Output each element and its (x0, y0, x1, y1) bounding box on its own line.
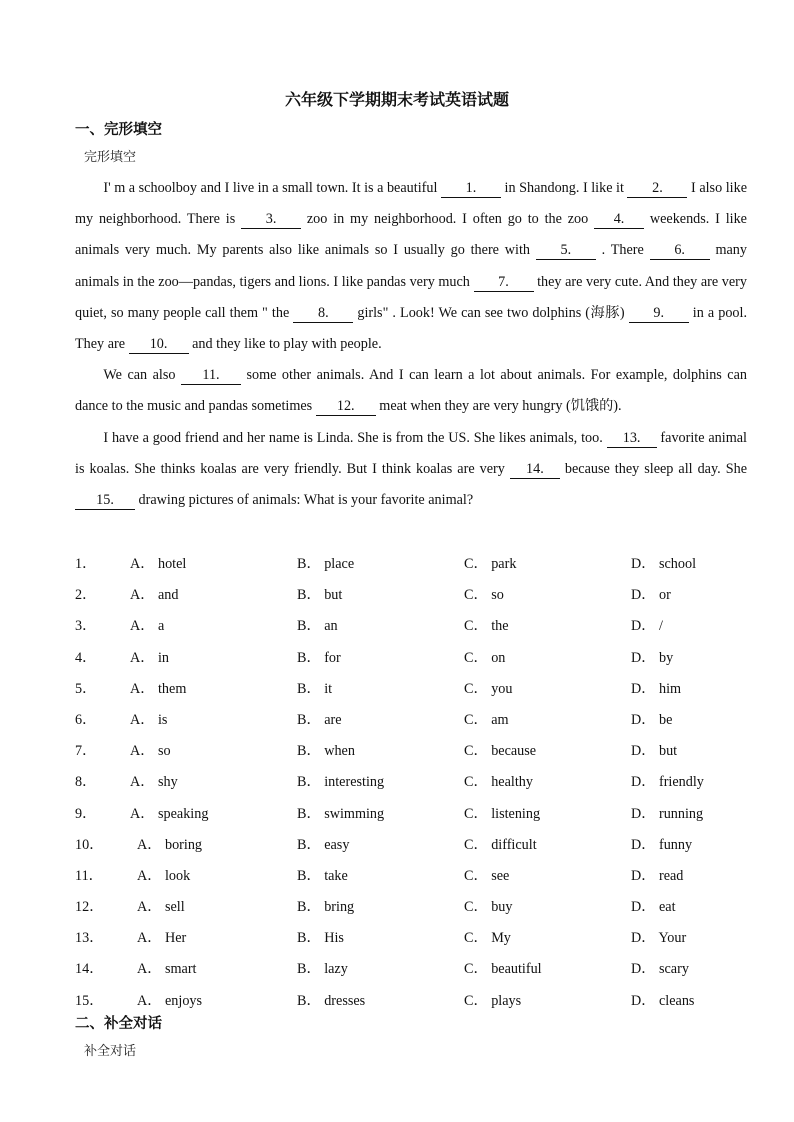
blank-15: 15. (75, 492, 135, 510)
option-a: A． sell (137, 899, 185, 916)
passage-text: in Shandong. I like it (500, 180, 628, 196)
option-d: D． school (631, 556, 697, 572)
option-b: B． are (297, 711, 342, 728)
option-a: A． look (137, 867, 191, 884)
question-number: 1． (75, 556, 97, 572)
question-row (75, 705, 747, 736)
blank-5: 5. (536, 242, 596, 260)
passage-text: in a pool. They are (75, 304, 747, 353)
blank-6: 6. (650, 242, 710, 260)
question-row (75, 611, 747, 642)
blank-13: 13. (607, 430, 657, 448)
question-row (75, 580, 747, 611)
question-row (75, 736, 747, 767)
question-row (75, 674, 747, 705)
option-d: D． him (631, 680, 682, 697)
option-d: D． or (631, 587, 671, 604)
passage-text: they are very cute. And they are very quiet, so many people call them " the (75, 273, 747, 321)
option-a: A． boring (137, 836, 203, 853)
passage-text: weekends. I like animals very much. My parents also like animals so I usually go there with (75, 211, 747, 259)
option-c: C． on (464, 649, 506, 666)
option-b: B． place (297, 556, 355, 572)
option-c: C． My (464, 930, 511, 947)
question-row (75, 892, 747, 923)
question-row (75, 799, 747, 830)
option-c: C． am (464, 711, 509, 728)
answer-choices (75, 549, 747, 1017)
option-a: A． in (130, 649, 170, 666)
question-row (75, 923, 747, 954)
option-b: B． easy (297, 836, 350, 853)
section-2-subheading: 补全对话 (84, 1044, 137, 1059)
passage-text: We can also (103, 367, 181, 384)
passage-text: I have a good friend and her name is Linda. She is from the US. She likes animals, too. (103, 429, 607, 446)
blank-7: 7. (474, 274, 534, 292)
option-b: B． bring (297, 899, 355, 916)
option-a: A． enjoys (137, 992, 203, 1009)
passage-paragraph-3 (75, 423, 747, 517)
option-c: C． park (464, 556, 517, 572)
option-d: D． funny (631, 836, 693, 853)
option-c: C． you (464, 680, 513, 697)
passage-text: because they sleep all day. She (559, 460, 747, 477)
passage-paragraph-1 (75, 173, 747, 360)
option-c: C． see (464, 867, 510, 884)
option-a: A． smart (137, 961, 197, 978)
question-row (75, 549, 747, 580)
option-c: C． buy (464, 899, 513, 916)
option-b: B． swimming (297, 805, 385, 822)
option-b: B． lazy (297, 961, 348, 978)
option-a: A． a (130, 618, 165, 635)
passage-text: . There (595, 242, 650, 259)
option-d: D． running (631, 805, 704, 822)
option-c: C． difficult (464, 836, 537, 853)
question-number: 5． (75, 680, 97, 697)
option-a: A． Her (137, 930, 187, 947)
passage-text: girls" . Look! We can see two dolphins (海豚) (353, 304, 629, 321)
passage-text: favorite animal is koalas. She thinks koalas are very friendly. But I think koalas are very (75, 429, 747, 477)
question-number: 15． (75, 992, 104, 1009)
option-c: C． listening (464, 805, 541, 822)
option-a: A． and (130, 587, 179, 604)
option-d: D． be (631, 711, 673, 728)
question-number: 4． (75, 649, 97, 666)
passage-paragraph-2 (75, 360, 747, 422)
question-row (75, 954, 747, 985)
option-b: B． dresses (297, 992, 366, 1009)
option-b: B． when (297, 743, 355, 760)
question-row (75, 986, 747, 1017)
option-a: A． shy (130, 774, 178, 791)
option-c: C． plays (464, 992, 522, 1009)
option-c: C． because (464, 743, 537, 760)
passage-text: zoo in my neighborhood. I often go to the zoo (301, 211, 595, 228)
option-d: D． friendly (631, 774, 704, 791)
question-number: 14． (75, 961, 104, 978)
option-b: B． it (297, 680, 333, 697)
question-row (75, 830, 747, 861)
passage-text: and they like to play with people. (188, 336, 382, 353)
blank-10: 10. (129, 336, 189, 354)
option-c: C． the (464, 618, 509, 635)
blank-1: 1. (441, 180, 501, 198)
passage-text: meat when they are very hungry (饥饿的). (375, 398, 622, 415)
option-a: A． so (130, 743, 171, 760)
passage-text: some other animals. And I can learn a lot about animals. For example, dolphins can dance to the music and pandas sometimes (75, 367, 747, 415)
question-number: 7． (75, 743, 97, 760)
option-b: B． an (297, 618, 338, 635)
blank-11: 11. (181, 367, 241, 385)
option-d: D． read (631, 867, 684, 884)
question-number: 9． (75, 805, 97, 822)
option-d: D． cleans (631, 992, 695, 1009)
passage-text: I also like my neighborhood. There is (75, 180, 747, 228)
question-number: 12． (75, 899, 104, 916)
option-b: B． for (297, 649, 341, 666)
question-number: 3． (75, 618, 97, 635)
passage-text: drawing pictures of animals: What is your favorite animal? (135, 492, 474, 509)
option-d: D． scary (631, 961, 689, 978)
blank-2: 2. (627, 180, 687, 198)
option-d: D． Your (631, 930, 687, 947)
blank-12: 12. (316, 398, 376, 416)
question-number: 10． (75, 836, 104, 853)
option-c: C． healthy (464, 774, 533, 791)
blank-9: 9. (629, 305, 689, 323)
question-number: 11． (75, 867, 103, 884)
option-a: A． them (130, 680, 187, 697)
blank-3: 3. (241, 211, 301, 229)
cloze-passage (75, 173, 747, 516)
option-d: D． but (631, 743, 678, 760)
option-c: C． so (464, 587, 504, 604)
question-number: 13． (75, 930, 104, 947)
passage-text: I' m a schoolboy and I live in a small town. It is a beautiful (103, 180, 441, 196)
question-number: 6． (75, 711, 97, 728)
page-title: 六年级下学期期末考试英语试题 (284, 90, 509, 109)
question-row (75, 861, 747, 892)
blank-8: 8. (293, 305, 353, 323)
blank-4: 4. (594, 211, 644, 229)
question-row (75, 767, 747, 798)
section-1-subheading: 完形填空 (84, 150, 137, 165)
question-number: 2． (75, 587, 97, 604)
option-d: D． eat (631, 899, 676, 916)
question-row (75, 643, 747, 674)
option-c: C． beautiful (464, 961, 542, 978)
option-a: A． speaking (130, 805, 209, 822)
question-number: 8． (75, 774, 97, 791)
option-a: A． is (130, 711, 168, 728)
passage-text: many animals in the zoo—pandas, tigers and lions. I like pandas very much (75, 242, 747, 290)
blank-14: 14. (510, 461, 560, 479)
section-1-heading: 一、完形填空 (75, 122, 162, 138)
option-d: D． / (631, 618, 663, 635)
section-2-heading: 二、补全对话 (75, 1016, 162, 1032)
option-d: D． by (631, 649, 674, 666)
option-b: B． His (297, 930, 344, 947)
option-b: B． but (297, 587, 343, 604)
option-b: B． take (297, 867, 348, 884)
option-a: A． hotel (130, 556, 187, 572)
option-b: B． interesting (297, 774, 385, 791)
